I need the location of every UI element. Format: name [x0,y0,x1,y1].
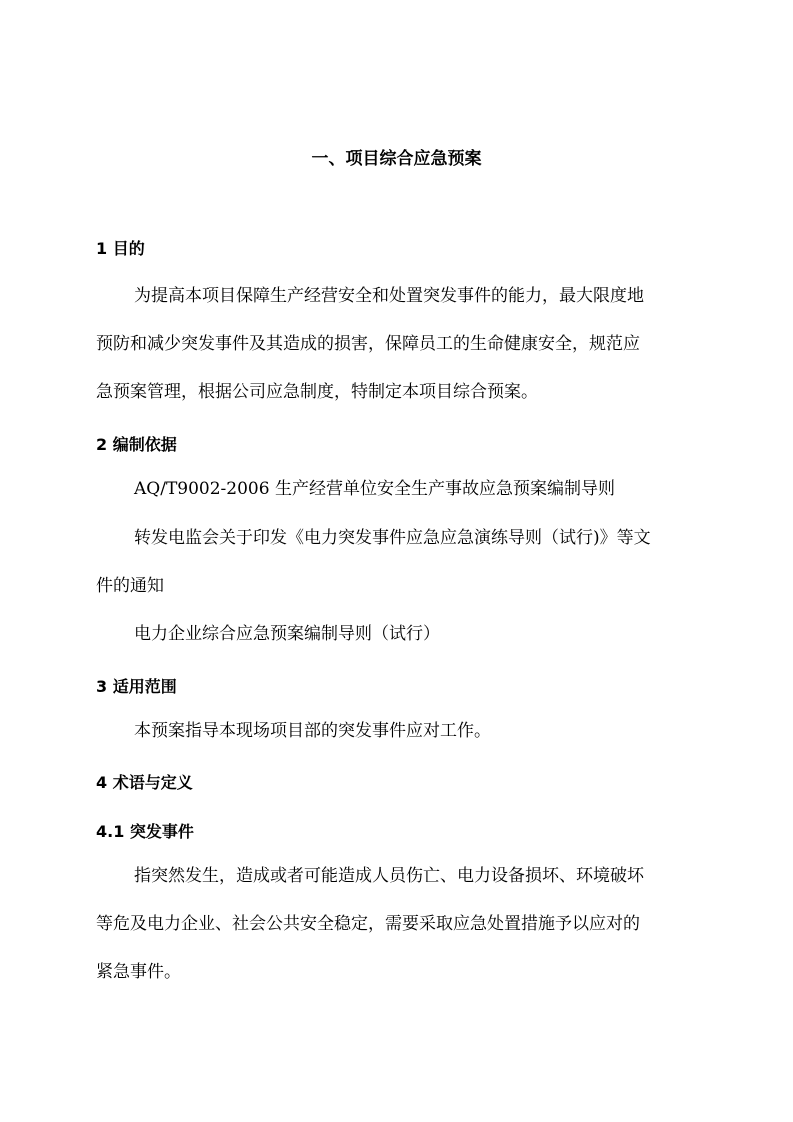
reference-item-2 [96,514,700,610]
section-2-heading: 2 编制依据 [96,435,177,454]
text-line: 电力企业综合应急预案编制导则（试行） [134,624,440,644]
text-line: 急预案管理，根据公司应急制度，特制定本项目综合预案。 [96,382,538,402]
section-4-1-paragraph [96,852,700,996]
text-line: 紧急事件。 [96,962,181,982]
text-line: 指突然发生，造成或者可能造成人员伤亡、电力设备损坏、环境破坏 [134,866,644,886]
text-line: 预防和减少突发事件及其造成的损害，保障员工的生命健康安全，规范应 [96,334,640,354]
text-line: 本预案指导本现场项目部的突发事件应对工作。 [134,721,491,741]
text-line: AQ/T9002-2006 生产经营单位安全生产事故应急预案编制导则 [134,479,615,499]
reference-item-1 [96,465,700,513]
section-3-heading: 3 适用范围 [96,677,177,696]
section-1-heading: 1 目的 [96,239,145,258]
text-line: 件的通知 [96,576,164,596]
section-3-paragraph [96,707,700,755]
document-title: 一、项目综合应急预案 [311,149,482,169]
text-line: 等危及电力企业、社会公共安全稳定，需要采取应急处置措施予以应对的 [96,914,640,934]
section-4-1-heading: 4.1 突发事件 [96,822,194,841]
text-line: 转发电监会关于印发《电力突发事件应急应急演练导则（试行)》等文 [134,528,651,548]
reference-item-3 [96,610,700,658]
text-line: 为提高本项目保障生产经营安全和处置突发事件的能力，最大限度地 [134,286,644,306]
section-1-paragraph [96,272,700,416]
section-4-heading: 4 术语与定义 [96,773,193,792]
